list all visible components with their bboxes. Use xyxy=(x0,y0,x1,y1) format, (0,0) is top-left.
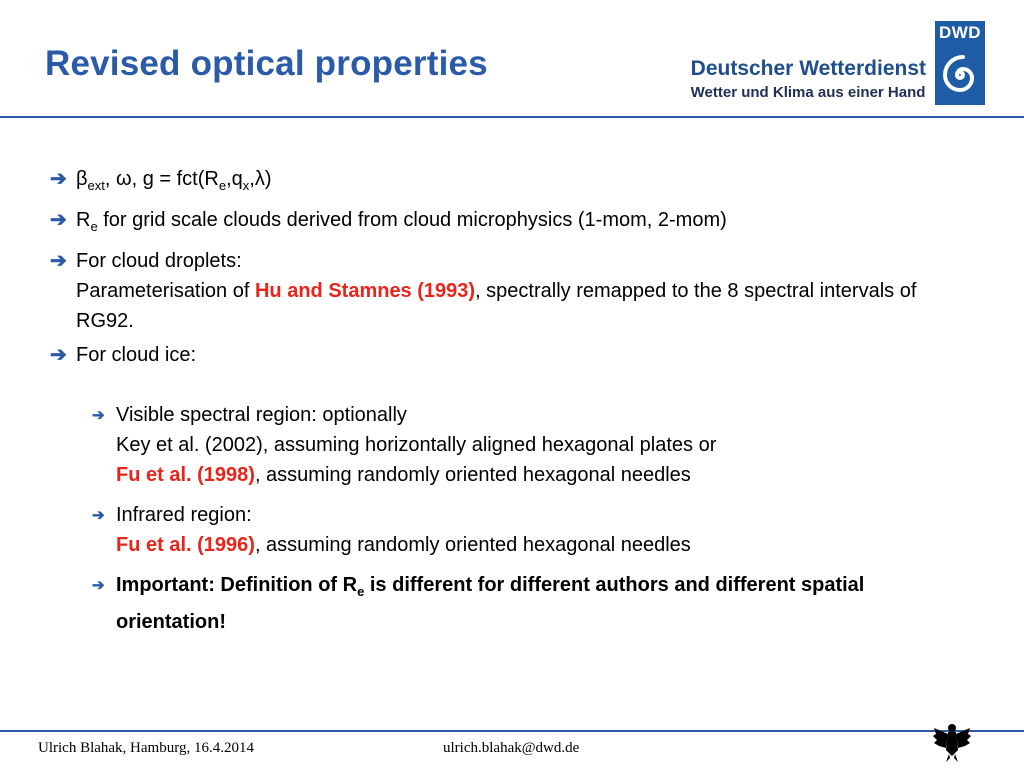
arrow-icon: ➔ xyxy=(50,344,67,366)
org-name: Deutscher Wetterdienst xyxy=(690,57,926,80)
federal-eagle-icon xyxy=(932,720,972,764)
arrow-icon: ➔ xyxy=(50,168,67,190)
footer-author: Ulrich Blahak, Hamburg, 16.4.2014 xyxy=(38,740,254,756)
page-title: Revised optical properties xyxy=(45,44,488,83)
slide-content xyxy=(50,164,950,647)
bullet-effective-radius: ➔ $R_e$ for grid scale clouds derived from cloud microphysics (1-mom, 2-mom) xyxy=(50,205,950,242)
arrow-icon: ➔ xyxy=(92,407,105,424)
arrow-icon: ➔ xyxy=(50,250,67,272)
subbullet-visible-region: ➔ Visible spectral region: optionally Key et al. (2002), assuming horizontally aligned hexagonal plates or Fu et al. (1998), assuming randomly oriented hexagonal needles xyxy=(92,400,950,490)
bullet-optical-functions: ➔ $\beta_{ext}$, ω, $g = fct(R_e,q_x,\lambda)$ xyxy=(50,164,950,201)
dwd-logo-text: DWD xyxy=(938,23,982,42)
org-tagline: Wetter und Klima aus einer Hand xyxy=(690,84,926,101)
header-divider xyxy=(0,116,1024,118)
reference-hu-stamnes: Hu and Stamnes (1993) xyxy=(254,280,476,302)
organization-name-block xyxy=(691,56,926,104)
spiral-icon xyxy=(939,51,981,99)
arrow-icon: ➔ xyxy=(92,507,105,524)
subbullet-important-note: ➔ Important: Definition of $R_e$ is different for different authors and different spatial orientation! xyxy=(92,570,950,637)
arrow-icon: ➔ xyxy=(50,209,67,231)
arrow-icon: ➔ xyxy=(92,577,105,594)
reference-fu-1998: Fu et al. (1998) xyxy=(116,464,255,486)
footer-email: ulrich.blahak@dwd.de xyxy=(443,740,580,756)
bullet-cloud-droplets: ➔ For cloud droplets: Parameterisation of Hu and Stamnes (1993), spectrally remapped to the 8 spectral intervals of RG92. xyxy=(50,246,950,336)
footer-divider xyxy=(0,730,1024,732)
subbullet-infrared-region: ➔ Infrared region: Fu et al. (1996), assuming randomly oriented hexagonal needles xyxy=(92,500,950,560)
dwd-logo xyxy=(935,21,985,105)
bullet-cloud-ice: ➔ For cloud ice: xyxy=(50,340,950,370)
reference-fu-1996: Fu et al. (1996) xyxy=(116,534,255,556)
